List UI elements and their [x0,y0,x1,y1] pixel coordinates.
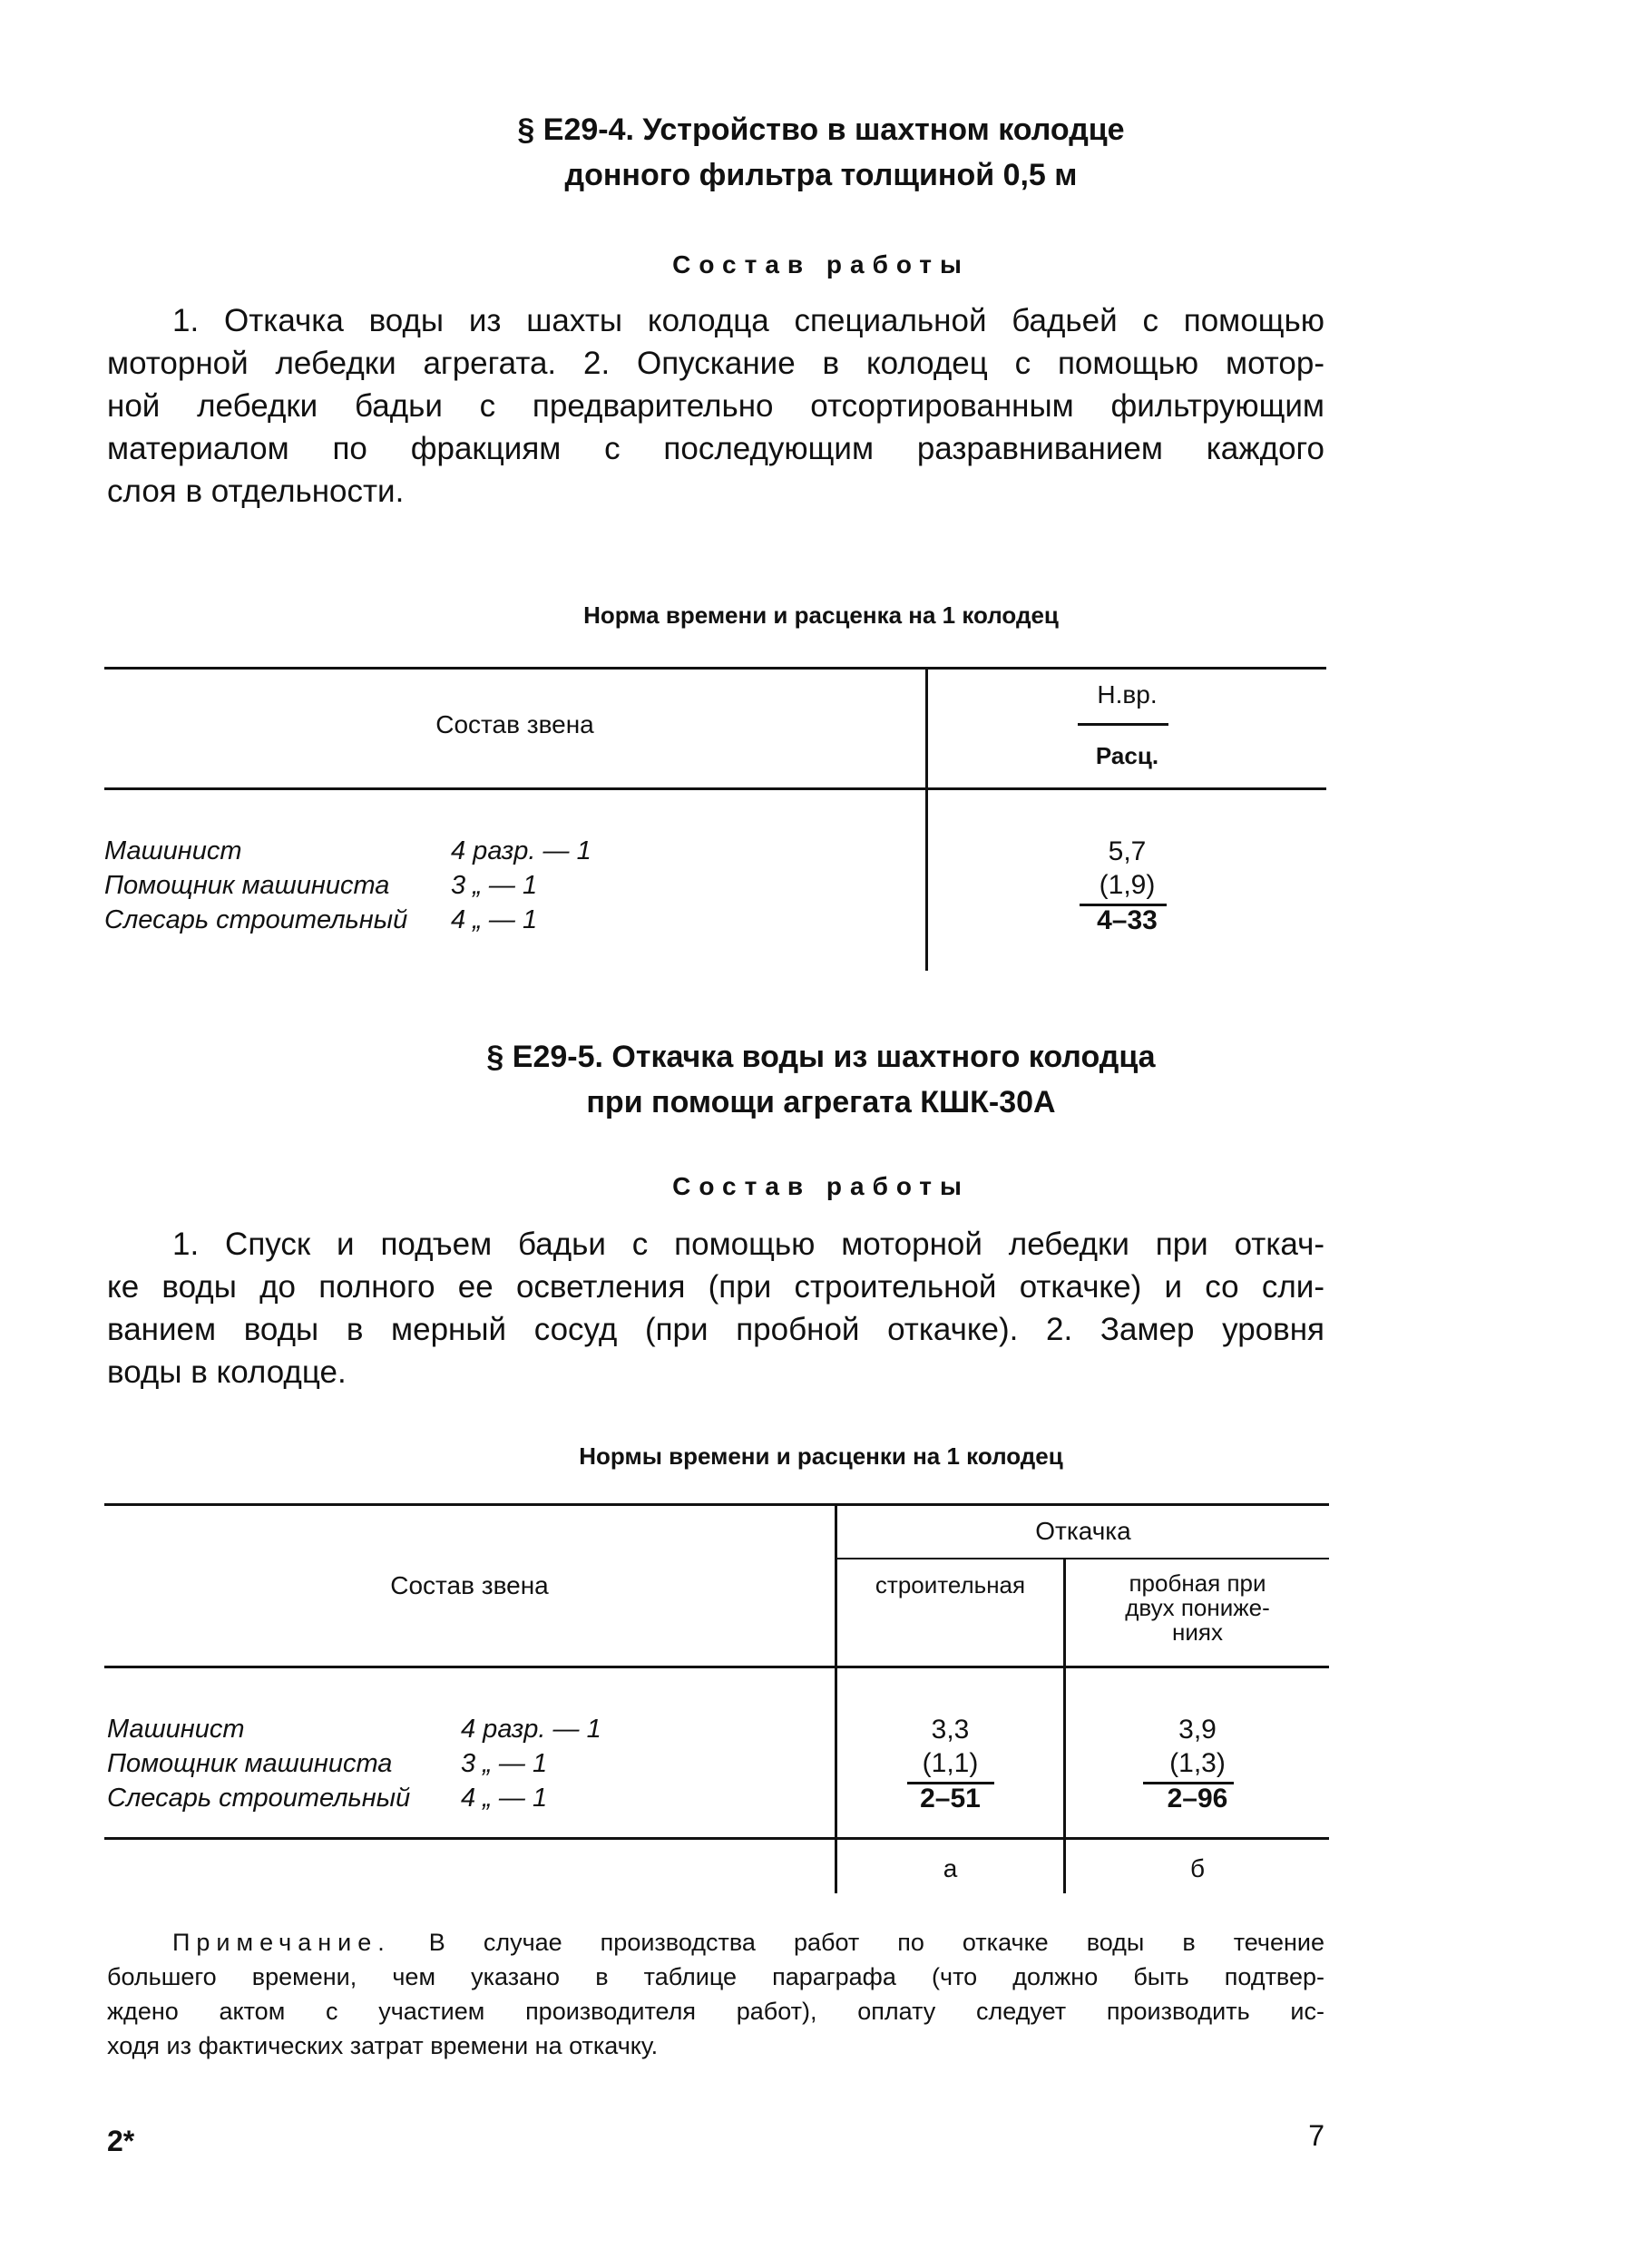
table2-crew-role: Машинист [107,1715,245,1744]
table1-top-rule [104,667,1326,670]
table2-a-paren: (1,1) [922,1748,979,1778]
table1-crew-grade: 4 „ — 1 [451,905,538,934]
table2-group-rule [837,1558,1329,1559]
section2-heading [0,1034,1642,1125]
table2-crew-role: Помощник машиниста [107,1749,393,1778]
table2-top-rule [104,1503,1329,1506]
table2-col-b-line: пробная при [1129,1569,1266,1597]
table2-col-group: Откачка [1035,1517,1131,1545]
table1-nvr-value: 5,7 [1108,836,1147,866]
section1-work-title: Состав работы [672,250,970,279]
section2-paragraph [107,1223,1324,1393]
note-line: ждено актом с участием производителя работ), оплату следует производить ис- [107,1998,1324,2025]
section1-table-caption: Норма времени и расценка на 1 колодец [583,601,1059,629]
note-line: большего времени, чем указано в таблице параграфа (что должно быть подтвер- [107,1963,1324,1990]
table2-label-a: а [943,1854,958,1882]
table2-b-nvr: 3,9 [1178,1715,1217,1745]
section2-heading-line1: § Е29-5. Откачка воды из шахтного колодца [486,1040,1156,1074]
section1-paragraph-line: материалом по фракциям с последующим разравниванием каждого [107,431,1324,466]
table2-header-rule [104,1666,1329,1668]
section2-paragraph-line: 1. Спуск и подъем бадьи с помощью моторной лебедки при откач- [172,1227,1324,1262]
table2-divider-1 [835,1503,837,1893]
table2-crew-grade: 3 „ — 1 [461,1749,548,1778]
table1-nvr-rule [1078,723,1168,726]
note-line-1 [107,1925,1324,1960]
table2-crew-grade: 4 „ — 1 [461,1784,548,1813]
section2-paragraph-line: ке воды до полного ее осветления (при строительной откачке) и со сли- [107,1269,1324,1305]
section1-paragraph-line: моторной лебедки агрегата. 2. Опускание в колодец с помощью мотор- [107,346,1324,381]
table1-col-crew: Состав звена [435,710,594,738]
table2-crew-grade: 4 разр. — 1 [461,1715,601,1744]
section2-paragraph-line: воды в колодце. [107,1354,347,1390]
table1-crew-role: Помощник машиниста [104,871,390,900]
table2-col-crew: Состав звена [390,1571,549,1599]
table2-col-b [1066,1571,1329,1645]
section1-paragraph-line: ной лебедки бадьи с предварительно отсортированным фильтрующим [107,388,1324,424]
table1-rasc-value: 4–33 [1097,905,1158,935]
section1-paragraph-line: слоя в отдельности. [107,474,405,509]
note-text: В случае производства работ по откачке воды в течение [428,1929,1324,1956]
table2-col-b-line: ниях [1172,1618,1223,1646]
table1-col-rasc: Расц. [1095,742,1159,769]
table1-col-nvr: Н.вр. [1097,680,1158,709]
page-number: 7 [1308,2119,1324,2152]
note [107,1925,1324,2063]
section2-work-title: Состав работы [672,1172,970,1200]
table1-crew-grade: 4 разр. — 1 [451,836,591,865]
footer-signature-mark: 2* [107,2125,135,2157]
table1-header-rule [104,787,1326,790]
table2-b-rasc: 2–96 [1167,1784,1228,1813]
note-label: Примечание. [172,1929,391,1956]
table2-a-nvr: 3,3 [931,1715,970,1745]
table2-b-paren: (1,3) [1169,1748,1226,1778]
table1-crew-grade: 3 „ — 1 [451,871,538,900]
table2-label-b: б [1189,1854,1206,1882]
table1-nvr-paren: (1,9) [1099,870,1156,900]
section2-heading-line2: при помощи агрегата КШК-30А [586,1085,1056,1119]
note-line: ходя из фактических затрат времени на откачку. [107,2032,659,2059]
table1-crew-role: Машинист [104,836,242,865]
section1-heading-line1: § Е29-4. Устройство в шахтном колодце [517,112,1125,147]
table2-col-b-line: двух пониже- [1125,1594,1270,1621]
section2-table-caption: Нормы времени и расценки на 1 колодец [579,1442,1063,1470]
section1-paragraph [107,299,1324,513]
section1-heading-line2: донного фильтра толщиной 0,5 м [564,158,1078,192]
table1-crew-role: Слесарь строительный [104,905,408,934]
table2-bottom-rule [104,1837,1329,1840]
table2-col-a: строительная [875,1571,1026,1598]
table2-crew-role: Слесарь строительный [107,1784,411,1813]
section2-paragraph-line: ванием воды в мерный сосуд (при пробной откачке). 2. Замер уровня [107,1312,1324,1347]
table2-a-rasc: 2–51 [920,1784,981,1813]
section1-heading [0,107,1642,198]
section1-paragraph-line: 1. Откачка воды из шахты колодца специальной бадьей с помощью [172,303,1324,338]
